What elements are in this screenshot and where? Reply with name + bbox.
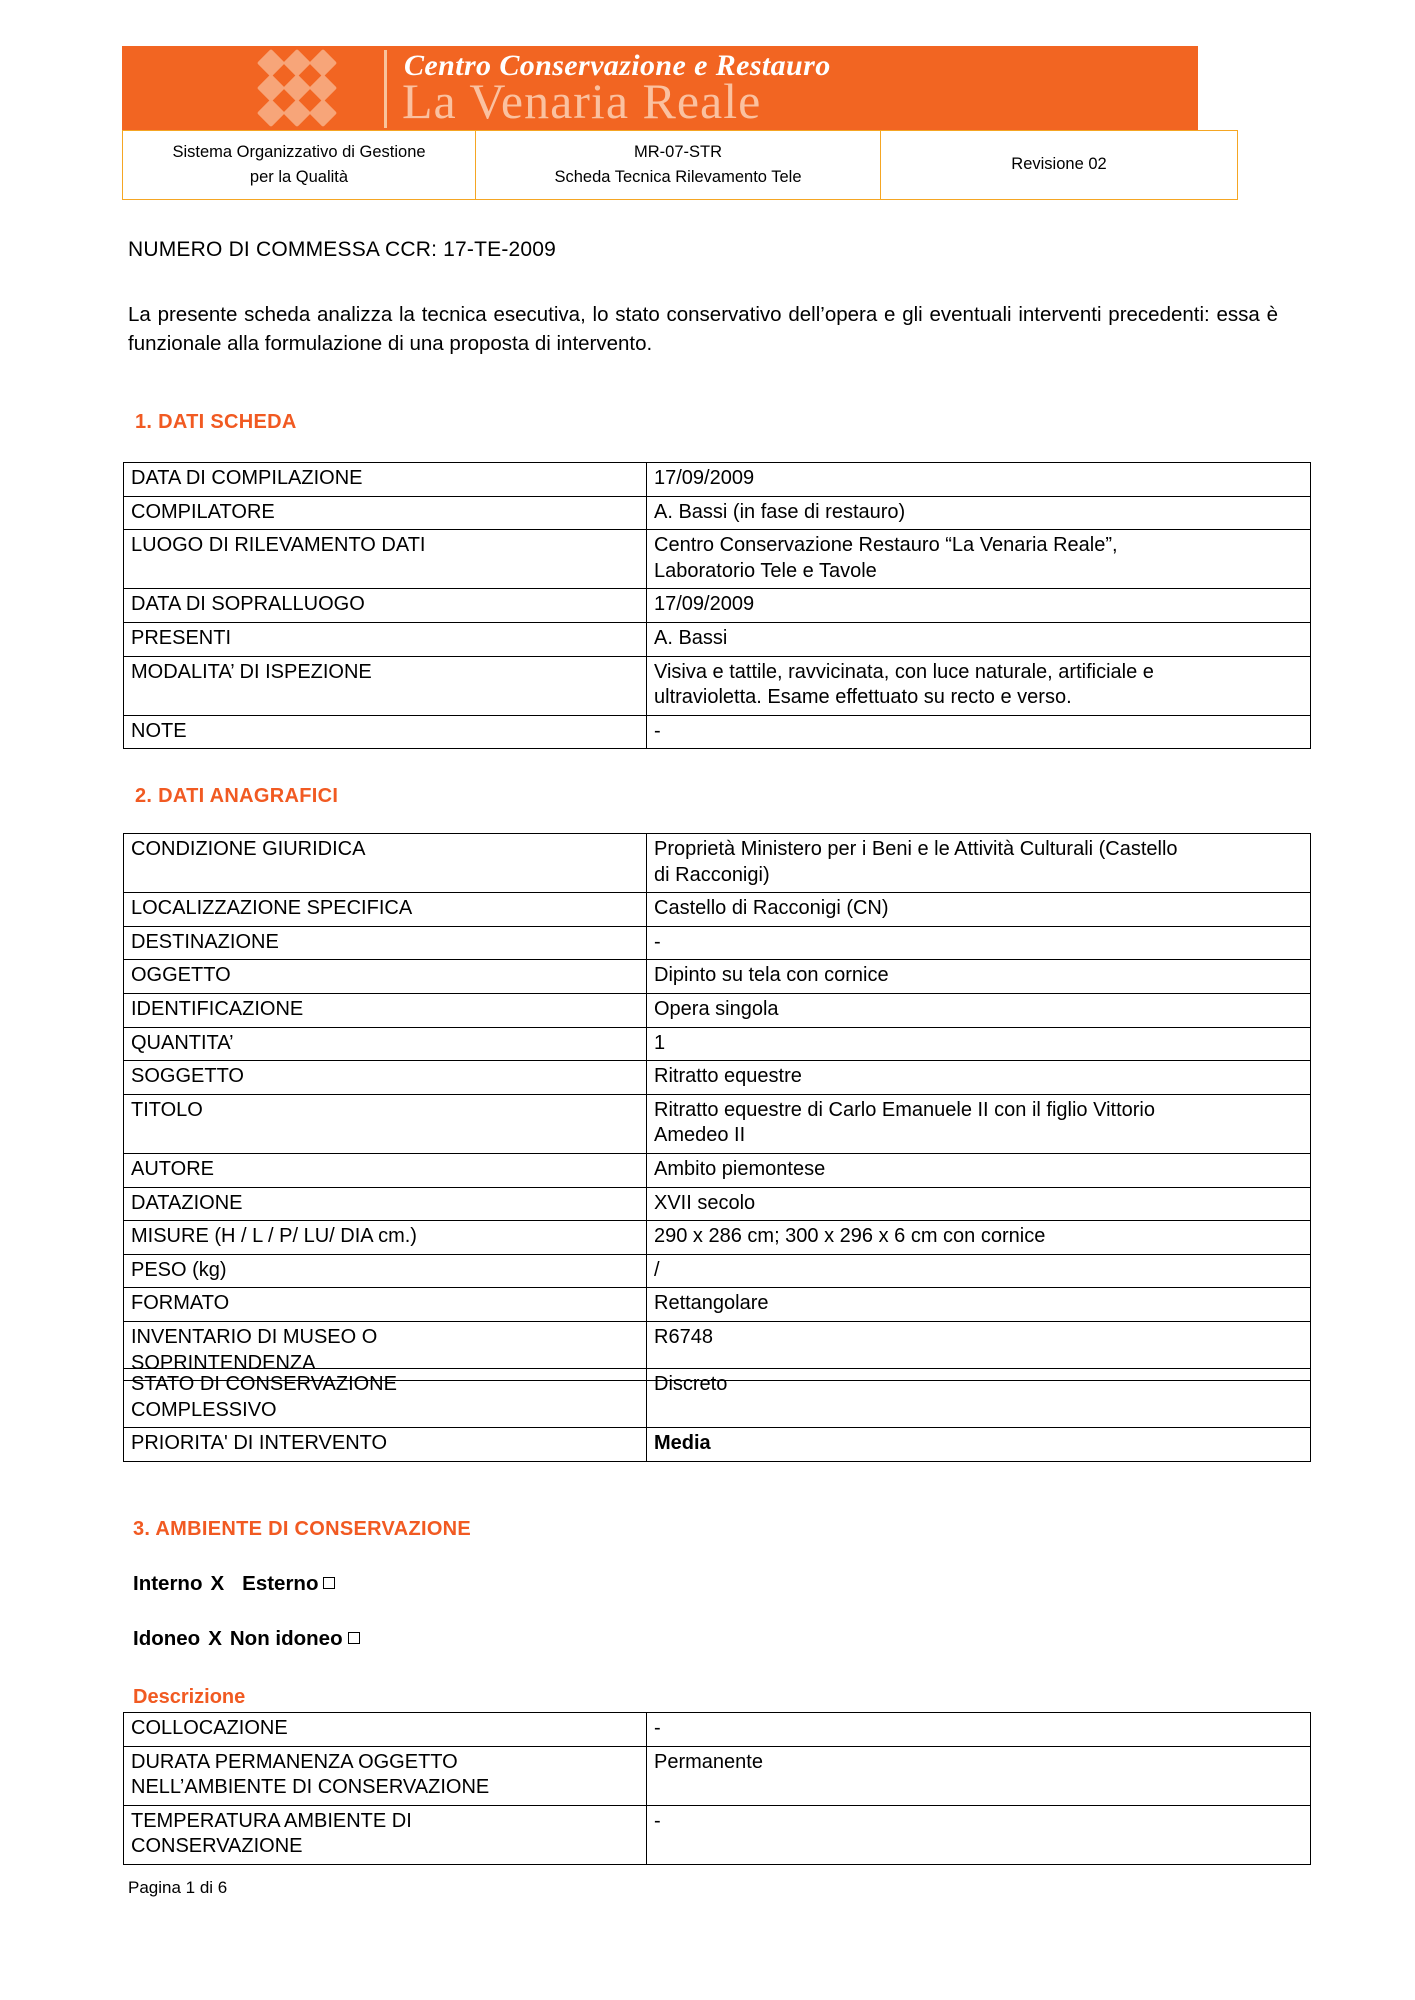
- row-value: -: [647, 715, 1311, 749]
- table-row: [124, 656, 1311, 715]
- row-value: 17/09/2009: [647, 463, 1311, 497]
- row-value: Dipinto su tela con cornice: [647, 960, 1311, 994]
- section-title-dati-scheda: 1. DATI SCHEDA: [135, 411, 297, 433]
- table-row: [124, 1061, 1311, 1095]
- row-value: Proprietà Ministero per i Beni e le Attività Culturali (Castello di Racconigi): [647, 834, 1311, 893]
- row-label: TEMPERATURA AMBIENTE DI CONSERVAZIONE: [124, 1805, 647, 1864]
- table-row: [124, 715, 1311, 749]
- table-row: [124, 1254, 1311, 1288]
- table-row: [124, 1369, 1311, 1428]
- row-label: QUANTITA’: [124, 1027, 647, 1061]
- mark-idoneo[interactable]: X: [208, 1627, 222, 1650]
- checkbox-esterno[interactable]: [323, 1577, 335, 1589]
- descrizione-heading: Descrizione: [133, 1686, 246, 1708]
- header-system-line2: per la Qualità: [249, 167, 349, 186]
- table-row: [124, 530, 1311, 589]
- header-doc-title: Scheda Tecnica Rilevamento Tele: [554, 167, 802, 186]
- row-label: COMPILATORE: [124, 496, 647, 530]
- table-row: [124, 589, 1311, 623]
- venaria-logo-icon: [257, 50, 369, 128]
- table-descrizione-ambiente: [123, 1712, 1311, 1865]
- row-label: TITOLO: [124, 1094, 647, 1153]
- row-value: -: [647, 1805, 1311, 1864]
- section-title-ambiente-conservazione: 3. AMBIENTE DI CONSERVAZIONE: [133, 1518, 472, 1540]
- table-row: [124, 993, 1311, 1027]
- table-body: [124, 1713, 1311, 1865]
- row-label: FORMATO: [124, 1288, 647, 1322]
- table-row: [124, 926, 1311, 960]
- table-body: [124, 1369, 1311, 1462]
- table-row: [124, 960, 1311, 994]
- table-row: [124, 1153, 1311, 1187]
- document-header: [122, 46, 1198, 200]
- row-label: LUOGO DI RILEVAMENTO DATI: [124, 530, 647, 589]
- row-value: Media: [647, 1428, 1311, 1462]
- row-value: /: [647, 1254, 1311, 1288]
- table-row: [124, 1288, 1311, 1322]
- table-row: [124, 1221, 1311, 1255]
- row-value: R6748: [647, 1321, 1311, 1380]
- table-body: [124, 834, 1311, 1381]
- row-label: LOCALIZZAZIONE SPECIFICA: [124, 893, 647, 927]
- label-interno: Interno: [133, 1572, 203, 1595]
- table-row: [124, 1094, 1311, 1153]
- row-value: Ambito piemontese: [647, 1153, 1311, 1187]
- checkbox-non-idoneo[interactable]: [348, 1632, 360, 1644]
- header-doc-code: MR-07-STR: [633, 143, 722, 161]
- table-row: [124, 1027, 1311, 1061]
- row-label: DESTINAZIONE: [124, 926, 647, 960]
- table-dati-scheda: [123, 462, 1311, 749]
- table-row: [124, 1187, 1311, 1221]
- table-row: [124, 622, 1311, 656]
- row-label: COLLOCAZIONE: [124, 1713, 647, 1747]
- row-value: Castello di Racconigi (CN): [647, 893, 1311, 927]
- table-row: [124, 1428, 1311, 1462]
- commessa-number: NUMERO DI COMMESSA CCR: 17-TE-2009: [128, 238, 557, 261]
- row-value: Centro Conservazione Restauro “La Venaria Reale”, Laboratorio Tele e Tavole: [647, 530, 1311, 589]
- table-row: [124, 496, 1311, 530]
- table-row: [124, 1713, 1311, 1747]
- row-label: IDENTIFICAZIONE: [124, 993, 647, 1027]
- label-esterno: Esterno: [242, 1572, 319, 1595]
- label-non-idoneo: Non idoneo: [229, 1627, 343, 1650]
- table-row: [124, 893, 1311, 927]
- document-header-table: [122, 130, 1238, 200]
- row-label: PRESENTI: [124, 622, 647, 656]
- table-row: [124, 1805, 1311, 1864]
- row-value: Opera singola: [647, 993, 1311, 1027]
- row-label: INVENTARIO DI MUSEO O SOPRINTENDENZA: [124, 1321, 647, 1380]
- brand-banner: [122, 46, 1198, 130]
- row-label: OGGETTO: [124, 960, 647, 994]
- row-label: MODALITA’ DI ISPEZIONE: [124, 656, 647, 715]
- banner-divider: [384, 50, 387, 128]
- row-value: Discreto: [647, 1369, 1311, 1428]
- row-label: NOTE: [124, 715, 647, 749]
- row-label: MISURE (H / L / P/ LU/ DIA cm.): [124, 1221, 647, 1255]
- row-value: -: [647, 926, 1311, 960]
- row-label: DATA DI COMPILAZIONE: [124, 463, 647, 497]
- checkbox-line-idoneo: [133, 1627, 360, 1651]
- row-label: PESO (kg): [124, 1254, 647, 1288]
- row-value: 1: [647, 1027, 1311, 1061]
- row-value: Visiva e tattile, ravvicinata, con luce naturale, artificiale e ultravioletta. Esame effettuato su recto e verso.: [647, 656, 1311, 715]
- row-label: AUTORE: [124, 1153, 647, 1187]
- row-value: Rettangolare: [647, 1288, 1311, 1322]
- page-footer: Pagina 1 di 6: [128, 1878, 228, 1897]
- banner-title-line1: Centro Conservazione e Restauro: [404, 49, 831, 82]
- row-label: CONDIZIONE GIURIDICA: [124, 834, 647, 893]
- table-row: [123, 131, 1238, 200]
- row-label: DURATA PERMANENZA OGGETTO NELL’AMBIENTE DI CONSERVAZIONE: [124, 1746, 647, 1805]
- row-label: PRIORITA' DI INTERVENTO: [124, 1428, 647, 1462]
- header-system-line1: Sistema Organizzativo di Gestione: [172, 143, 426, 161]
- row-label: DATAZIONE: [124, 1187, 647, 1221]
- section-title-dati-anagrafici: 2. DATI ANAGRAFICI: [135, 785, 339, 807]
- mark-interno[interactable]: X: [210, 1572, 225, 1595]
- row-value: -: [647, 1713, 1311, 1747]
- table-row: [124, 463, 1311, 497]
- row-value: A. Bassi: [647, 622, 1311, 656]
- row-value: Permanente: [647, 1746, 1311, 1805]
- row-value: XVII secolo: [647, 1187, 1311, 1221]
- header-cell-system: [123, 131, 476, 200]
- row-value: 17/09/2009: [647, 589, 1311, 623]
- table-body: [124, 463, 1311, 749]
- header-cell-revision: Revisione 02: [881, 131, 1238, 200]
- row-value: 290 x 286 cm; 300 x 296 x 6 cm con cornice: [647, 1221, 1311, 1255]
- checkbox-line-interno-esterno: [133, 1572, 335, 1596]
- row-value: Ritratto equestre: [647, 1061, 1311, 1095]
- table-stato-conservazione: [123, 1368, 1311, 1462]
- row-label: STATO DI CONSERVAZIONE COMPLESSIVO: [124, 1369, 647, 1428]
- row-value: Ritratto equestre di Carlo Emanuele II con il figlio Vittorio Amedeo II: [647, 1094, 1311, 1153]
- diamond-grid-icon: [257, 50, 369, 128]
- label-idoneo: Idoneo: [133, 1627, 201, 1650]
- row-label: DATA DI SOPRALLUOGO: [124, 589, 647, 623]
- row-value: A. Bassi (in fase di restauro): [647, 496, 1311, 530]
- row-label: SOGGETTO: [124, 1061, 647, 1095]
- banner-title-line2: La Venaria Reale: [402, 73, 762, 129]
- table-dati-anagrafici: [123, 833, 1311, 1381]
- table-row: [124, 1746, 1311, 1805]
- intro-paragraph: La presente scheda analizza la tecnica esecutiva, lo stato conservativo dell’opera e gli eventuali interventi precedenti: essa è funzionale alla formulazione di una proposta di intervento.: [128, 303, 1278, 356]
- header-cell-doccode: [476, 131, 881, 200]
- table-row: [124, 834, 1311, 893]
